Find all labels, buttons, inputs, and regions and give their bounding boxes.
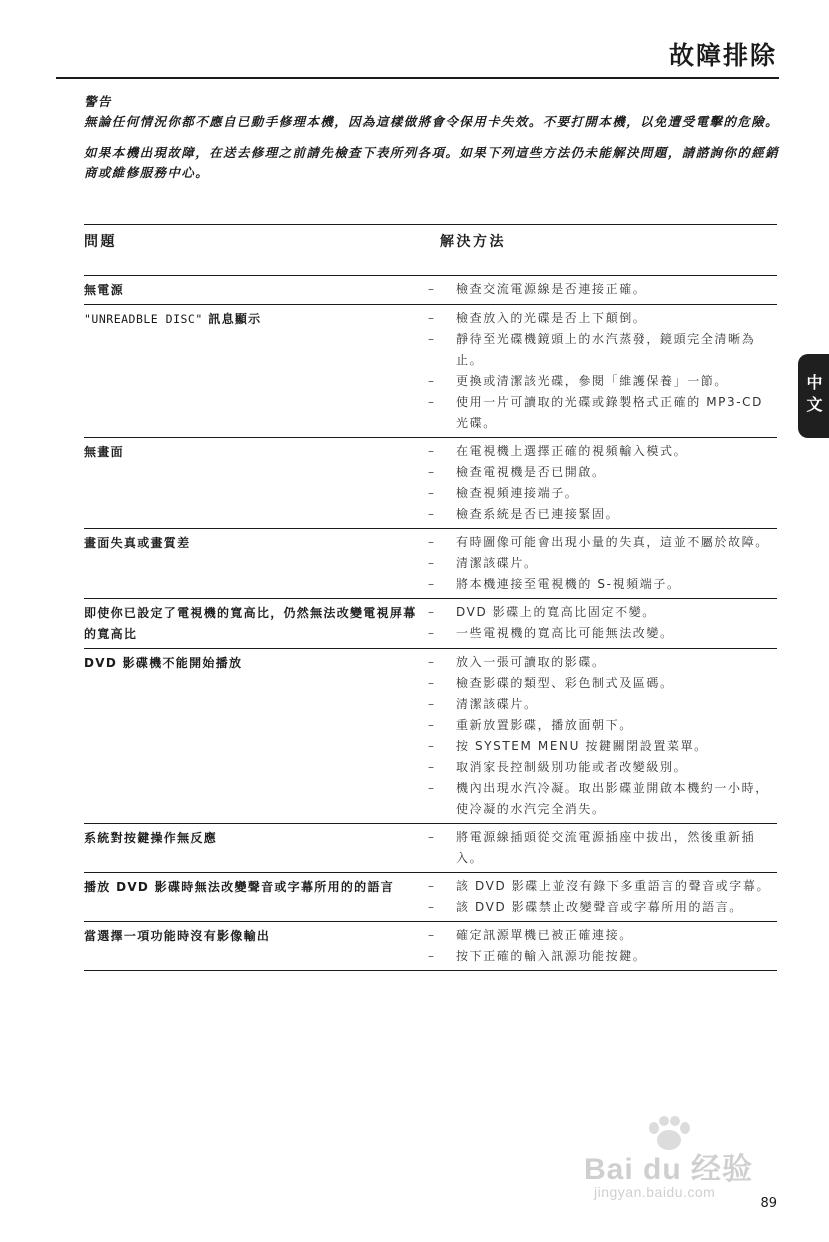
solution-text: 檢查視頻連接端子。 [456, 486, 579, 500]
dash-bullet-icon: – [428, 395, 436, 409]
dash-bullet-icon: – [428, 697, 436, 711]
solution-text: 該 DVD 影碟禁止改變聲音或字幕所用的語言。 [456, 900, 743, 914]
language-tab [798, 354, 829, 438]
solution-text: 靜待至光碟機鏡頭上的水汽蒸發，鏡頭完全清晰為止。 [456, 332, 756, 367]
problem-cell [84, 532, 424, 595]
solution-item [428, 602, 777, 623]
dash-bullet-icon: – [428, 507, 436, 521]
solution-item [428, 778, 777, 820]
problem-cell [84, 925, 424, 967]
dash-bullet-icon: – [428, 676, 436, 690]
dash-bullet-icon: – [428, 374, 436, 388]
solution-item [428, 462, 777, 483]
solution-item [428, 279, 777, 300]
column-header-problem: 問題 [84, 234, 117, 250]
dash-bullet-icon: – [428, 626, 436, 640]
solution-cell [424, 652, 777, 820]
warning-block [84, 92, 784, 132]
solution-item [428, 757, 777, 778]
table-bottom-rule [84, 970, 777, 971]
solution-cell [424, 532, 777, 595]
problem-text: 訊息顯示 [208, 312, 262, 326]
problem-text: 無畫面 [84, 445, 124, 459]
solution-text: DVD 影碟上的寬高比固定不變。 [456, 605, 656, 619]
table-row [84, 304, 777, 437]
solution-item [428, 441, 777, 462]
warning-heading: 警告 [84, 94, 112, 109]
solution-item [428, 504, 777, 525]
watermark-brand: Bai du 经验 [584, 1153, 754, 1186]
dash-bullet-icon: – [428, 465, 436, 479]
solution-item [428, 694, 777, 715]
solution-text: 按 SYSTEM MENU 按鍵關閉設置菜單。 [456, 739, 708, 753]
problem-text: 畫面失真或畫質差 [84, 536, 191, 550]
solution-text: 該 DVD 影碟上並沒有錄下多重語言的聲音或字幕。 [456, 879, 771, 893]
table-row [84, 275, 777, 304]
dash-bullet-icon: – [428, 486, 436, 500]
solution-text: 檢查系統是否已連接緊固。 [456, 507, 620, 521]
dash-bullet-icon: – [428, 900, 436, 914]
advice-text: 如果本機出現故障，在送去修理之前請先檢查下表所列各項。如果下列這些方法仍未能解決問題，請諮詢你的經銷商或維修服務中心。 [84, 145, 780, 180]
dash-bullet-icon: – [428, 332, 436, 346]
solution-item [428, 553, 777, 574]
solution-cell [424, 441, 777, 525]
solution-item [428, 946, 777, 967]
table-body [84, 275, 777, 970]
dash-bullet-icon: – [428, 718, 436, 732]
solution-item [428, 876, 777, 897]
problem-cell [84, 602, 424, 645]
troubleshooting-table [84, 224, 777, 971]
solution-text: 將電源線插頭從交流電源插座中拔出，然後重新插入。 [456, 830, 756, 865]
watermark-url: jingyan.baidu.com [594, 1184, 716, 1200]
table-header [84, 224, 777, 275]
solution-text: 確定訊源單機已被正確連接。 [456, 928, 633, 942]
solution-text: 檢查放入的光碟是否上下顛倒。 [456, 311, 647, 325]
dash-bullet-icon: – [428, 556, 436, 570]
problem-text: 無電源 [84, 283, 124, 297]
table-row [84, 528, 777, 598]
solution-item [428, 925, 777, 946]
solution-text: 檢查交流電源線是否連接正確。 [456, 282, 647, 296]
problem-cell [84, 876, 424, 918]
solution-text: 有時圖像可能會出現小量的失真，這並不屬於故障。 [456, 535, 769, 549]
table-row [84, 648, 777, 823]
problem-text: 系統對按鍵操作無反應 [84, 831, 218, 845]
dash-bullet-icon: – [428, 605, 436, 619]
solution-item [428, 392, 777, 434]
solution-text: 按下正確的輸入訊源功能按鍵。 [456, 949, 647, 963]
solution-item [428, 574, 777, 595]
problem-cell [84, 441, 424, 525]
dash-bullet-icon: – [428, 928, 436, 942]
dash-bullet-icon: – [428, 311, 436, 325]
table-row [84, 598, 777, 648]
solution-text: 清潔該碟片。 [456, 697, 538, 711]
problem-cell [84, 308, 424, 434]
solution-text: 使用一片可讀取的光碟或錄製格式正確的 MP3-CD 光碟。 [456, 395, 763, 430]
solution-cell [424, 827, 777, 869]
solution-item [428, 329, 777, 371]
page-title: 故障排除 [668, 41, 777, 70]
dash-bullet-icon: – [428, 949, 436, 963]
problem-cell [84, 279, 424, 301]
dash-bullet-icon: – [428, 535, 436, 549]
solution-cell [424, 308, 777, 434]
solution-text: 檢查影碟的類型、彩色制式及區碼。 [456, 676, 674, 690]
dash-bullet-icon: – [428, 781, 436, 795]
solution-item [428, 532, 777, 553]
table-row [84, 872, 777, 921]
column-header-solution: 解決方法 [440, 234, 506, 250]
solution-text: 更換或清潔該光碟，參閱「維護保養」一節。 [456, 374, 729, 388]
warning-section [84, 92, 784, 194]
problem-text: DVD 影碟機不能開始播放 [84, 656, 243, 670]
dash-bullet-icon: – [428, 760, 436, 774]
solution-cell [424, 279, 777, 301]
solution-text: 機內出現水汽冷凝。取出影碟並開啟本機約一小時，使冷凝的水汽完全消失。 [456, 781, 769, 816]
problem-cell [84, 652, 424, 820]
solution-item [428, 736, 777, 757]
dash-bullet-icon: – [428, 879, 436, 893]
solution-cell [424, 602, 777, 645]
problem-text: 當選擇一項功能時沒有影像輸出 [84, 929, 271, 943]
solution-item [428, 623, 777, 644]
solution-item [428, 715, 777, 736]
table-row [84, 437, 777, 528]
solution-item [428, 371, 777, 392]
table-row [84, 823, 777, 872]
solution-item [428, 652, 777, 673]
solution-cell [424, 876, 777, 918]
dash-bullet-icon: – [428, 830, 436, 844]
page-number: 89 [760, 1196, 777, 1211]
dash-bullet-icon: – [428, 577, 436, 591]
table-row [84, 921, 777, 970]
solution-text: 重新放置影碟，播放面朝下。 [456, 718, 633, 732]
solution-text: 在電視機上選擇正確的視頻輸入模式。 [456, 444, 688, 458]
solution-text: 檢查電視機是否已開啟。 [456, 465, 606, 479]
solution-text: 清潔該碟片。 [456, 556, 538, 570]
dash-bullet-icon: – [428, 444, 436, 458]
solution-item [428, 827, 777, 869]
solution-text: 將本機連接至電視機的 S-視頻端子。 [456, 577, 681, 591]
problem-text: 即使你已設定了電視機的寬高比，仍然無法改變電視屏幕的寬高比 [84, 606, 417, 641]
solution-text: 一些電視機的寬高比可能無法改變。 [456, 626, 674, 640]
solution-item [428, 308, 777, 329]
solution-cell [424, 925, 777, 967]
solution-item [428, 483, 777, 504]
dash-bullet-icon: – [428, 655, 436, 669]
solution-text: 取消家長控制級別功能或者改變級別。 [456, 760, 688, 774]
solution-item [428, 897, 777, 918]
language-tab-label: 中文 [804, 374, 823, 418]
title-divider [56, 77, 779, 79]
problem-code: "UNREADBLE DISC" [84, 312, 203, 326]
dash-bullet-icon: – [428, 282, 436, 296]
problem-text: 播放 DVD 影碟時無法改變聲音或字幕所用的的語言 [84, 880, 395, 894]
dash-bullet-icon: – [428, 739, 436, 753]
solution-item [428, 673, 777, 694]
watermark [584, 1116, 784, 1206]
problem-cell [84, 827, 424, 869]
warning-text: 無論任何情況你都不應自已動手修理本機，因為這樣做將會令保用卡失效。不要打開本機，以免遭受電擊的危險。 [84, 114, 780, 129]
solution-text: 放入一張可讀取的影碟。 [456, 655, 606, 669]
